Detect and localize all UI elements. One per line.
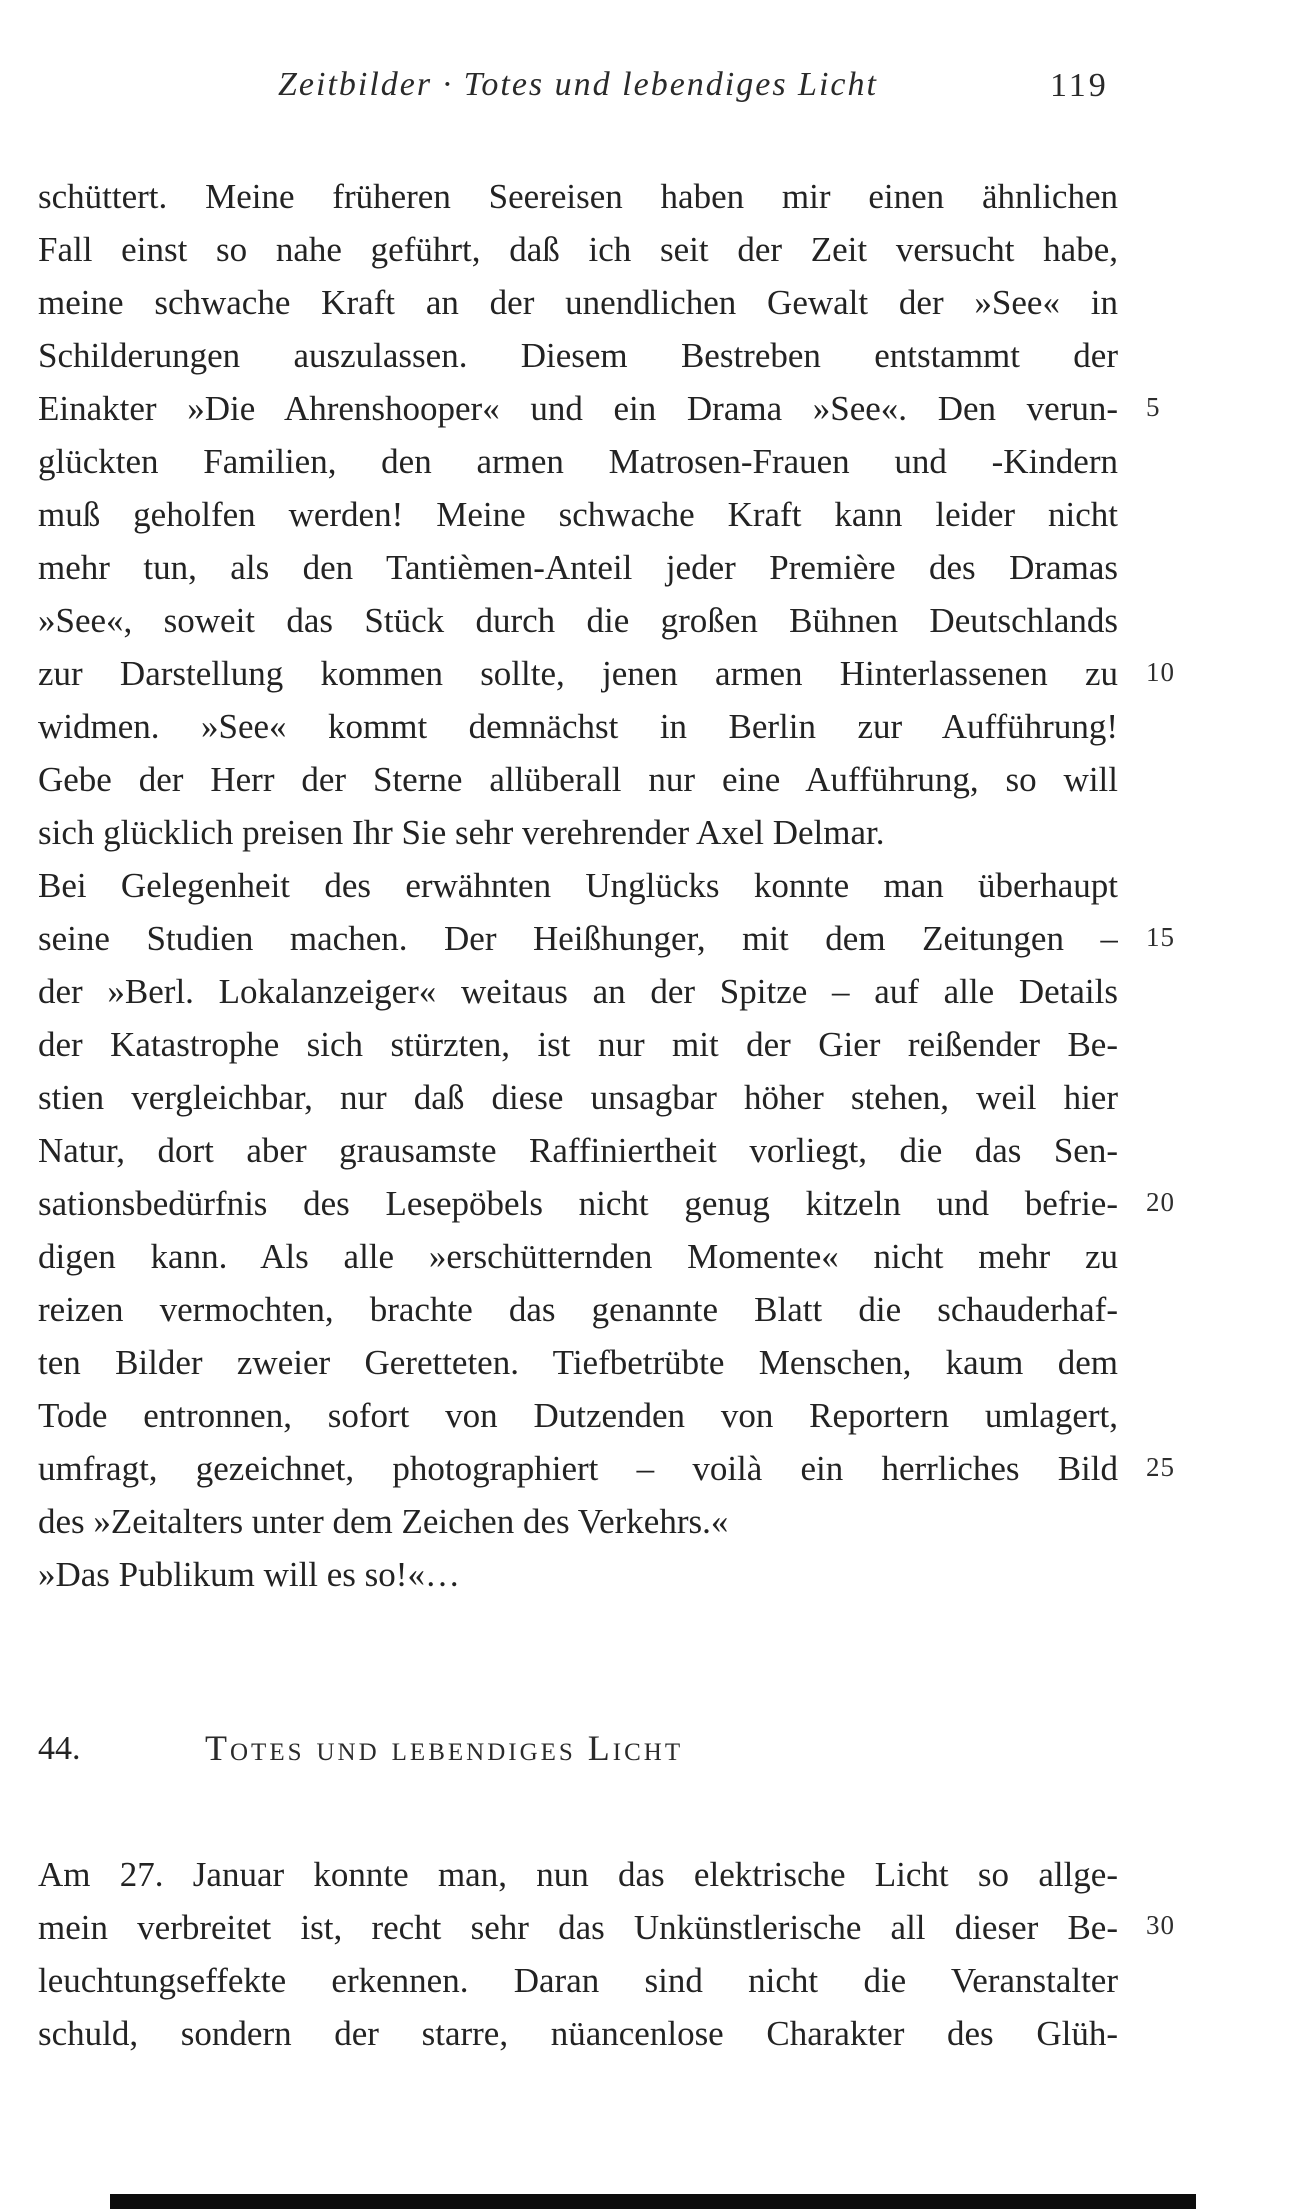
running-head (0, 66, 1294, 114)
margin-line-number: 30 (1146, 1910, 1175, 1940)
body-text-line: Bei Gelegenheit des erwähnten Unglücks konnte man überhaupt (38, 866, 1118, 905)
section-title: Totes und lebendiges Licht (205, 1728, 684, 1768)
body-text-line: schüttert. Meine früheren Seereisen haben mir einen ähnlichen (38, 177, 1118, 216)
body-text-line: widmen. »See« kommt demnächst in Berlin zur Aufführung! (38, 707, 1118, 746)
body-text-line: leuchtungseffekte erkennen. Daran sind nicht die Veranstalter (38, 1961, 1118, 2000)
body-text-line: digen kann. Als alle »erschütternden Momente« nicht mehr zu (38, 1237, 1118, 1276)
body-text-line: Fall einst so nahe geführt, daß ich seit der Zeit versucht habe, (38, 230, 1118, 269)
body-text-line: sationsbedürfnis des Lesepöbels nicht genug kitzeln und befrie- (38, 1184, 1118, 1223)
page-number: 119 (1050, 67, 1109, 104)
body-text-line: sich glücklich preisen Ihr Sie sehr verehrender Axel Delmar. (38, 813, 885, 852)
margin-line-number: 25 (1146, 1452, 1175, 1482)
body-text-line: muß geholfen werden! Meine schwache Kraft kann leider nicht (38, 495, 1118, 534)
body-text-line: mehr tun, als den Tantièmen-Anteil jeder Première des Dramas (38, 548, 1118, 587)
body-text-line: mein verbreitet ist, recht sehr das Unkünstlerische all dieser Be- (38, 1908, 1118, 1947)
body-text-line: meine schwache Kraft an der unendlichen Gewalt der »See« in (38, 283, 1118, 322)
body-text-line: seine Studien machen. Der Heißhunger, mit dem Zeitungen – (38, 919, 1118, 958)
second-paragraph (38, 1848, 1118, 2060)
body-text-line: Schilderungen auszulassen. Diesem Bestreben entstammt der (38, 336, 1118, 375)
running-head-title: Zeitbilder · Totes und lebendiges Licht (278, 66, 878, 103)
body-text-line: zur Darstellung kommen sollte, jenen armen Hinterlassenen zu (38, 654, 1118, 693)
margin-line-number: 5 (1146, 392, 1161, 422)
section-heading (38, 1722, 1118, 1775)
body-text-line: Natur, dort aber grausamste Raffiniertheit vorliegt, die das Sen- (38, 1131, 1118, 1170)
body-text-line: »Das Publikum will es so!«… (38, 1555, 460, 1594)
body-text-line: schuld, sondern der starre, nüancenlose Charakter des Glüh- (38, 2014, 1118, 2053)
body-text-line: reizen vermochten, brachte das genannte Blatt die schauderhaf- (38, 1290, 1118, 1329)
body-text-line: stien vergleichbar, nur daß diese unsagbar höher stehen, weil hier (38, 1078, 1118, 1117)
margin-line-number: 15 (1146, 922, 1175, 952)
body-text-line: der Katastrophe sich stürzten, ist nur mit der Gier reißender Be- (38, 1025, 1118, 1064)
body-text-line: des »Zeitalters unter dem Zeichen des Verkehrs.« (38, 1502, 729, 1541)
body-text-line: glückten Familien, den armen Matrosen-Frauen und -Kindern (38, 442, 1118, 481)
body-text-line: umfragt, gezeichnet, photographiert – voilà ein herrliches Bild (38, 1449, 1118, 1488)
body-text-line: Einakter »Die Ahrenshooper« und ein Drama »See«. Den verun- (38, 389, 1118, 428)
body-text-line: Gebe der Herr der Sterne allüberall nur eine Aufführung, so will (38, 760, 1118, 799)
body-text-line: »See«, soweit das Stück durch die großen Bühnen Deutschlands (38, 601, 1118, 640)
margin-line-number: 10 (1146, 657, 1175, 687)
section-number: 44. (38, 1730, 81, 1767)
body-text-line: Am 27. Januar konnte man, nun das elektrische Licht so allge- (38, 1855, 1118, 1894)
body-text (38, 170, 1118, 1601)
body-text-line: Tode entronnen, sofort von Dutzenden von Reportern umlagert, (38, 1396, 1118, 1435)
margin-line-number: 20 (1146, 1187, 1175, 1217)
body-text-line: ten Bilder zweier Geretteten. Tiefbetrübte Menschen, kaum dem (38, 1343, 1118, 1382)
scan-edge-artifact (110, 2194, 1196, 2209)
body-text-line: der »Berl. Lokalanzeiger« weitaus an der Spitze – auf alle Details (38, 972, 1118, 1011)
